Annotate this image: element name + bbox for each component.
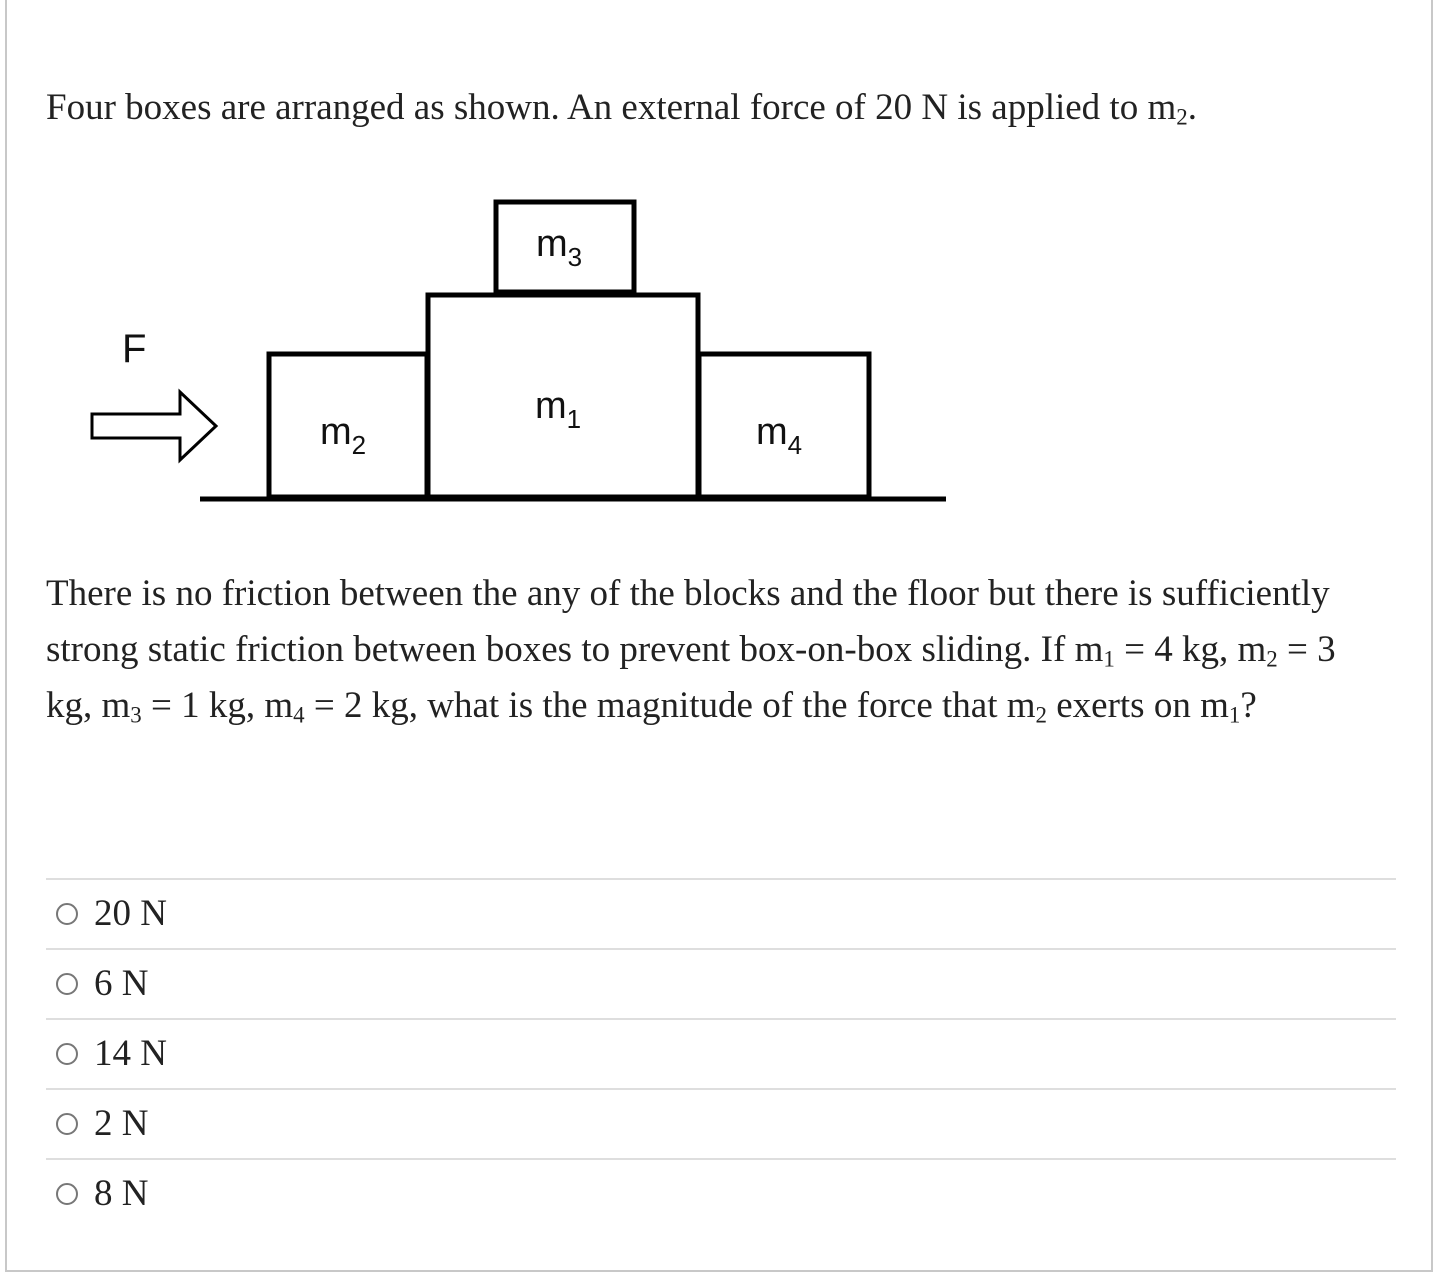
radio-button[interactable]	[56, 1043, 78, 1065]
radio-button[interactable]	[56, 903, 78, 925]
answer-option-5[interactable]	[46, 1158, 1396, 1228]
answer-option-1[interactable]	[46, 878, 1396, 948]
label-m1: $m_1$	[535, 385, 582, 434]
force-arrow-icon	[92, 392, 216, 460]
option-label: 14 N	[94, 1033, 167, 1074]
label-m3: $m_3$	[536, 223, 583, 272]
answer-options	[46, 878, 1396, 1228]
question-body: There is no friction between the any of the blocks and the floor but there is sufficiently strong static friction between boxes to prevent box-on-box sliding. If $m_1 = 4$ kg, $m_2 = 3$ kg, $m_3 = 1$ kg, $m_4 = 2$ kg, what is the magnitude of the force that $m_2$ exerts on $m_1$?	[46, 573, 1336, 728]
option-label: 6 N	[94, 963, 149, 1004]
radio-button[interactable]	[56, 1113, 78, 1135]
option-label: 2 N	[94, 1103, 149, 1144]
answer-option-4[interactable]	[46, 1088, 1396, 1158]
option-label: 20 N	[94, 893, 167, 934]
radio-button[interactable]	[56, 1183, 78, 1205]
radio-button[interactable]	[56, 973, 78, 995]
option-label: 8 N	[94, 1173, 149, 1214]
answer-option-3[interactable]	[46, 1018, 1396, 1088]
label-m4: $m_4$	[756, 411, 803, 460]
label-m2: $m_2$	[320, 411, 367, 460]
force-label: F	[122, 327, 147, 371]
boxes-diagram	[80, 190, 960, 520]
answer-option-2[interactable]	[46, 948, 1396, 1018]
question-intro: Four boxes are arranged as shown. An external force of 20 N is applied to $m_2$.	[46, 87, 1197, 130]
